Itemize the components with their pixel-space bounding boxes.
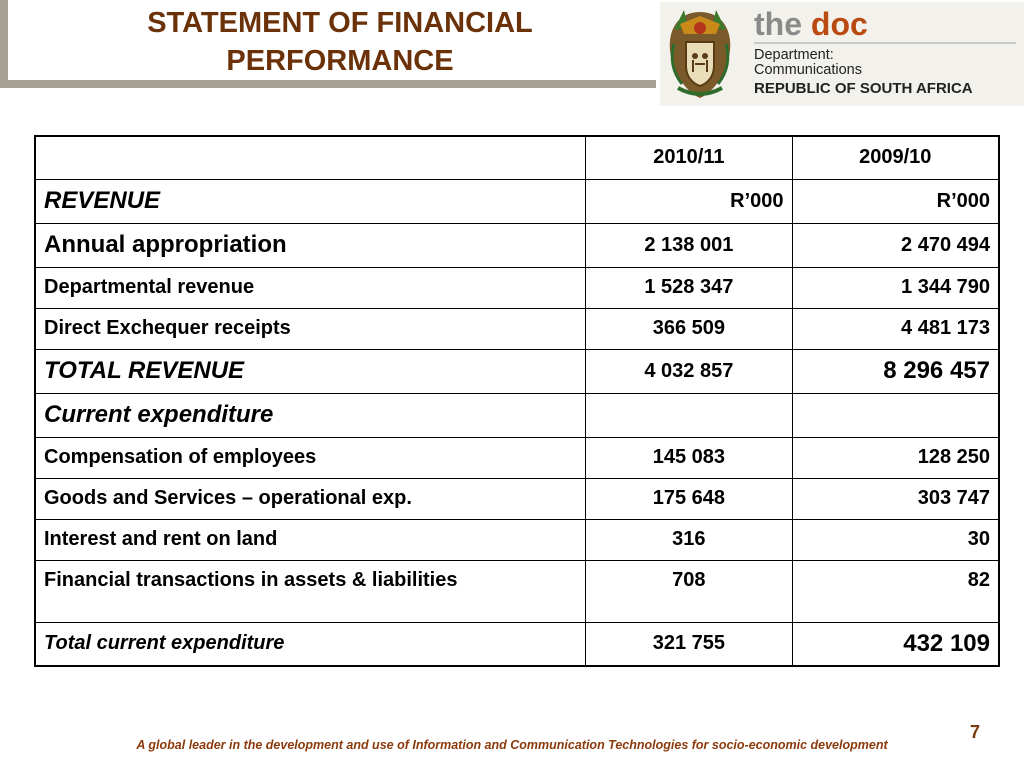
row-value-2009-10: 2 470 494 [792,223,999,267]
table-row [35,478,999,519]
table-row [35,223,999,267]
row-label: TOTAL REVENUE [35,349,586,393]
header-cell-2009-10: 2009/10 [792,136,999,179]
row-value-2009-10: R’000 [792,179,999,223]
header-frame-left [0,0,8,88]
row-value-2009-10: 82 [792,560,999,622]
row-value-2009-10: 30 [792,519,999,560]
table-header-row [35,136,999,179]
row-value-2010-11: 321 755 [586,622,792,666]
header-frame-rule [0,80,656,88]
department-logo [660,2,1024,106]
row-value-2009-10: 432 109 [792,622,999,666]
row-value-2010-11: R’000 [586,179,792,223]
title-line-1: STATEMENT OF FINANCIAL [147,7,533,39]
table-row [35,267,999,308]
row-label: Compensation of employees [35,437,586,478]
row-value-2010-11: 175 648 [586,478,792,519]
row-label: Departmental revenue [35,267,586,308]
brand-divider [754,42,1016,44]
brand-the: the [754,6,802,42]
row-value-2009-10: 303 747 [792,478,999,519]
header-cell-label [35,136,586,179]
table-row [35,622,999,666]
table-row [35,179,999,223]
brand-name [754,4,868,44]
row-value-2009-10: 8 296 457 [792,349,999,393]
slide-title [90,4,590,80]
republic-label: REPUBLIC OF SOUTH AFRICA [754,80,973,97]
row-value-2010-11: 1 528 347 [586,267,792,308]
row-value-2010-11: 145 083 [586,437,792,478]
department-line-2: Communications [754,62,862,78]
row-label: Direct Exchequer receipts [35,308,586,349]
table-row [35,437,999,478]
coat-of-arms-icon [660,6,740,102]
table-row [35,349,999,393]
department-line-1: Department: [754,47,834,63]
row-value-2009-10: 1 344 790 [792,267,999,308]
row-label: Annual appropriation [35,223,586,267]
row-label: Interest and rent on land [35,519,586,560]
row-label: Total current expenditure [35,622,586,666]
row-label: Financial transactions in assets & liabilities [35,560,586,622]
row-value-2010-11: 2 138 001 [586,223,792,267]
row-value-2010-11: 366 509 [586,308,792,349]
department-label [754,48,862,78]
table-row [35,560,999,622]
row-value-2009-10 [792,393,999,437]
row-value-2009-10: 4 481 173 [792,308,999,349]
title-line-2: PERFORMANCE [226,45,454,77]
row-value-2009-10: 128 250 [792,437,999,478]
financial-performance-table [34,135,1000,667]
row-value-2010-11: 4 032 857 [586,349,792,393]
row-value-2010-11: 316 [586,519,792,560]
page-number: 7 [970,722,981,742]
table-row [35,519,999,560]
table-row [35,308,999,349]
row-label: Goods and Services – operational exp. [35,478,586,519]
row-value-2010-11 [586,393,792,437]
header-cell-2010-11: 2010/11 [586,136,792,179]
brand-doc: doc [810,6,868,42]
row-label: REVENUE [35,179,586,223]
table-row [35,393,999,437]
row-label: Current expenditure [35,393,586,437]
row-value-2010-11: 708 [586,560,792,622]
footer-tagline: A global leader in the development and use of Information and Communication Technologies for socio-economic development [136,738,888,752]
